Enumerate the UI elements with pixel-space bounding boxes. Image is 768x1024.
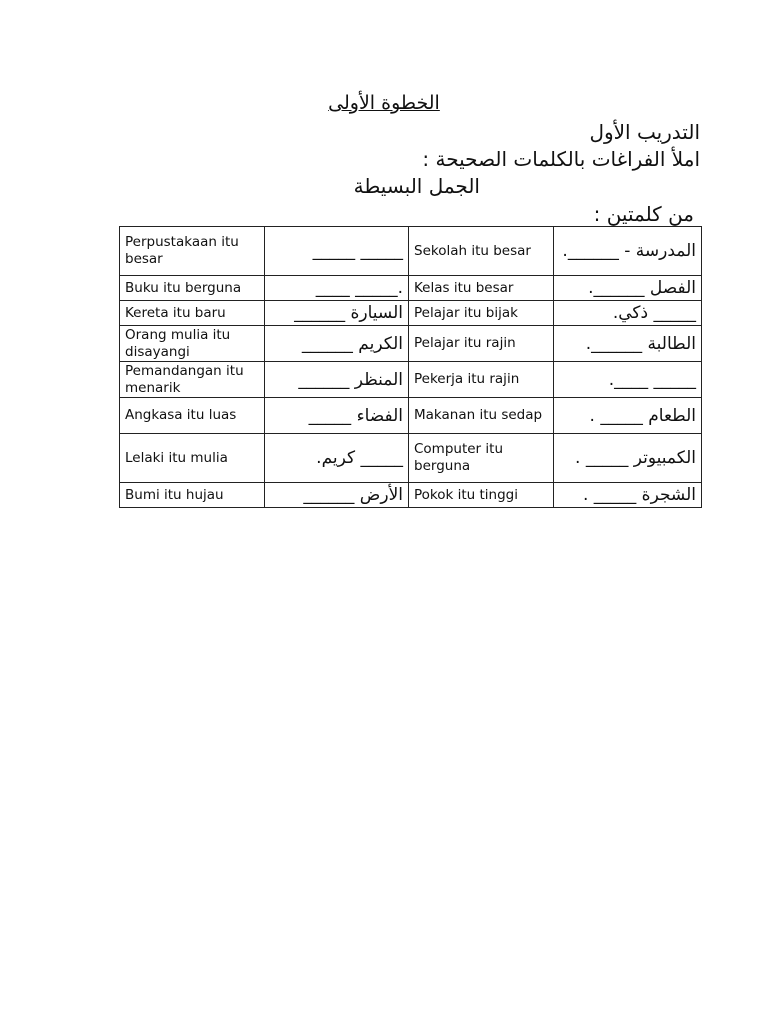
table-row bbox=[120, 276, 702, 301]
arabic-answer-cell: السيارة ______ bbox=[265, 301, 409, 326]
malay-sentence-cell: Angkasa itu luas bbox=[120, 398, 265, 434]
arabic-answer-cell: _____ ذكي. bbox=[554, 301, 702, 326]
malay-sentence-cell: Pemandangan itu menarik bbox=[120, 362, 265, 398]
malay-sentence-cell: Orang mulia itu disayangi bbox=[120, 326, 265, 362]
malay-sentence-cell: Pokok itu tinggi bbox=[409, 483, 554, 508]
arabic-answer-cell: الكمبيوتر _____ . bbox=[554, 434, 702, 483]
exercise-table bbox=[119, 226, 702, 508]
table-row bbox=[120, 434, 702, 483]
arabic-answer-cell: _____ كريم. bbox=[265, 434, 409, 483]
malay-sentence-cell: Pekerja itu rajin bbox=[409, 362, 554, 398]
malay-sentence-cell: Kereta itu baru bbox=[120, 301, 265, 326]
arabic-answer-cell: الكريم ______ bbox=[265, 326, 409, 362]
table-row bbox=[120, 362, 702, 398]
instruction-line: املأ الفراغات بالكلمات الصحيحة : bbox=[422, 147, 700, 171]
malay-sentence-cell: Bumi itu hujau bbox=[120, 483, 265, 508]
arabic-answer-cell: المنظر ______ bbox=[265, 362, 409, 398]
arabic-answer-cell: المدرسة - ______. bbox=[554, 227, 702, 276]
subsection-title: من كلمتين : bbox=[593, 202, 694, 226]
malay-sentence-cell: Makanan itu sedap bbox=[409, 398, 554, 434]
table-row bbox=[120, 483, 702, 508]
malay-sentence-cell: Lelaki itu mulia bbox=[120, 434, 265, 483]
malay-sentence-cell: Perpustakaan itu besar bbox=[120, 227, 265, 276]
malay-sentence-cell: Kelas itu besar bbox=[409, 276, 554, 301]
table-row bbox=[120, 326, 702, 362]
arabic-answer-cell: _____ _____ bbox=[265, 227, 409, 276]
table-row bbox=[120, 227, 702, 276]
malay-sentence-cell: Computer itu berguna bbox=[409, 434, 554, 483]
heading-title: الخطوة الأولى bbox=[328, 92, 440, 114]
malay-sentence-cell: Pelajar itu rajin bbox=[409, 326, 554, 362]
arabic-answer-cell: الطعام _____ . bbox=[554, 398, 702, 434]
table-row bbox=[120, 398, 702, 434]
arabic-answer-cell: _____ ____. bbox=[554, 362, 702, 398]
malay-sentence-cell: Pelajar itu bijak bbox=[409, 301, 554, 326]
section-title: الجمل البسيطة bbox=[353, 174, 480, 198]
exercise-title: التدريب الأول bbox=[589, 120, 700, 144]
arabic-answer-cell: الأرض ______ bbox=[265, 483, 409, 508]
arabic-answer-cell: الطالبة ______. bbox=[554, 326, 702, 362]
malay-sentence-cell: Buku itu berguna bbox=[120, 276, 265, 301]
arabic-answer-cell: الشجرة _____ . bbox=[554, 483, 702, 508]
arabic-answer-cell: ._____ ____ bbox=[265, 276, 409, 301]
arabic-answer-cell: الفصل ______. bbox=[554, 276, 702, 301]
table-row bbox=[120, 301, 702, 326]
malay-sentence-cell: Sekolah itu besar bbox=[409, 227, 554, 276]
arabic-answer-cell: الفضاء _____ bbox=[265, 398, 409, 434]
